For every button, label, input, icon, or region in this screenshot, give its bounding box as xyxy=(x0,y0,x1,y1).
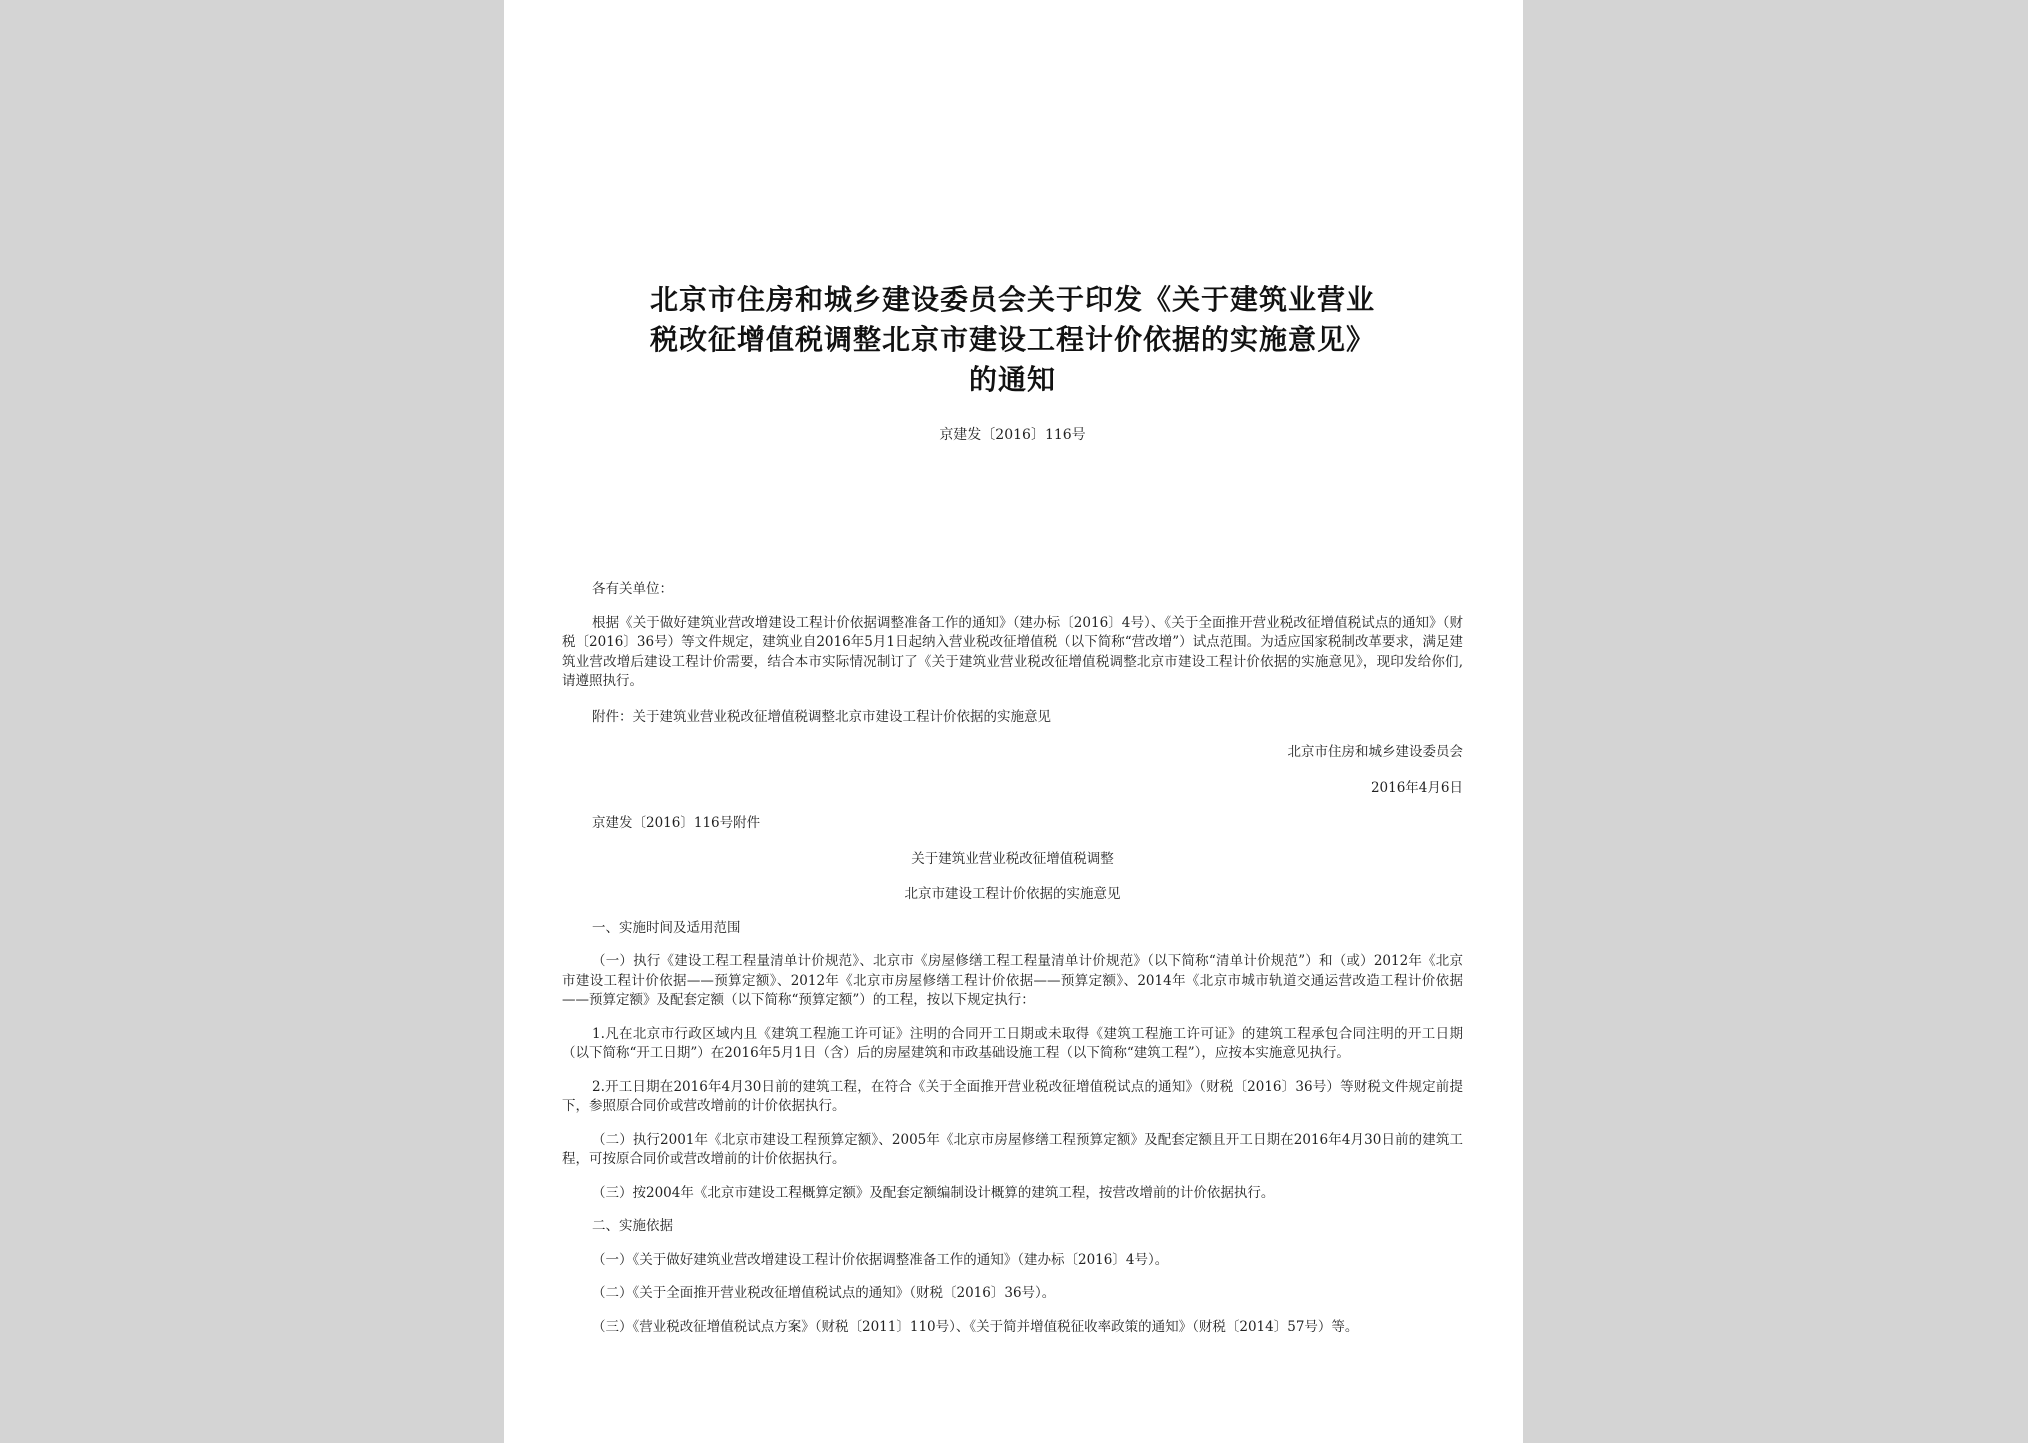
section-2-heading: 二、实施依据 xyxy=(592,1218,673,1234)
title-line-2: 税改征增值税调整北京市建设工程计价依据的实施意见》 xyxy=(649,323,1375,356)
intro-paragraph: 根据《关于做好建筑业营改增建设工程计价依据调整准备工作的通知》（建办标〔2016〕4号）、《关于全面推开营业税改征增值税试点的通知》（财税〔2016〕36号）等文件规定，建筑业自2016年5月1日起纳入营业税改征增值税（以下简称“营改增”）试点范围。为适应国家税制改革要求，满足建筑业营改增后建设工程计价需要，结合本市实际情况制订了《关于建筑业营业税改征增值税调整北京市建设工程计价依据的实施意见》，现印发给你们,请遵照执行。 xyxy=(562,614,1463,689)
document-page xyxy=(504,0,1523,1443)
section-1-paragraph-4: （二）执行2001年《北京市建设工程预算定额》、2005年《北京市房屋修缮工程预算定额》及配套定额且开工日期在2016年4月30日前的建筑工程，可按原合同价或营改增前的计价依据执行。 xyxy=(562,1131,1463,1167)
section-1-paragraph-5: （三）按2004年《北京市建设工程概算定额》及配套定额编制设计概算的建筑工程，按营改增前的计价依据执行。 xyxy=(592,1184,1275,1201)
section-1-paragraph-3: 2.开工日期在2016年4月30日前的建筑工程，在符合《关于全面推开营业税改征增值税试点的通知》（财税〔2016〕36号）等财税文件规定前提下，参照原合同价或营改增前的计价依据执行。 xyxy=(562,1078,1463,1114)
title-line-1: 北京市住房和城乡建设委员会关于印发《关于建筑业营业 xyxy=(649,283,1375,316)
annex-label: 京建发〔2016〕116号附件 xyxy=(592,815,761,831)
attachment-note: 附件：关于建筑业营业税改征增值税调整北京市建设工程计价依据的实施意见 xyxy=(592,708,1051,725)
document-title xyxy=(562,0,1463,400)
title-line-3: 的通知 xyxy=(968,363,1056,396)
section-1-paragraph-2: 1.凡在北京市行政区域内且《建筑工程施工许可证》注明的合同开工日期或未取得《建筑工程施工许可证》的建筑工程承包合同注明的开工日期（以下简称“开工日期”）在2016年5月1日（含）后的房屋建筑和市政基础设施工程（以下简称“建筑工程”），应按本实施意见执行。 xyxy=(562,1025,1463,1061)
section-1-paragraph-1: （一）执行《建设工程工程量清单计价规范》、北京市《房屋修缮工程工程量清单计价规范》（以下简称“清单计价规范”）和（或）2012年《北京市建设工程计价依据——预算定额》、2012年《北京市房屋修缮工程计价依据——预算定额》、2014年《北京市城市轨道交通运营改造工程计价依据——预算定额》及配套定额（以下简称“预算定额”）的工程，按以下规定执行： xyxy=(562,953,1463,1008)
document-body xyxy=(562,580,1463,1337)
document-number: 京建发〔2016〕116号 xyxy=(939,427,1086,443)
section-1-heading: 一、实施时间及适用范围 xyxy=(592,919,741,936)
issue-date: 2016年4月6日 xyxy=(1370,779,1463,796)
section-2-paragraph-1: （一）《关于做好建筑业营改增建设工程计价依据调整准备工作的通知》（建办标〔2016〕4号）。 xyxy=(592,1251,1169,1268)
addressee: 各有关单位： xyxy=(592,581,673,597)
annex-title-line-2: 北京市建设工程计价依据的实施意见 xyxy=(904,886,1121,902)
section-2-paragraph-2: （二）《关于全面推开营业税改征增值税试点的通知》（财税〔2016〕36号）。 xyxy=(592,1285,1056,1301)
signature: 北京市住房和城乡建设委员会 xyxy=(1287,744,1463,760)
annex-title-line-1: 关于建筑业营业税改征增值税调整 xyxy=(911,850,1114,867)
section-2-paragraph-3: （三）《营业税改征增值税试点方案》（财税〔2011〕110号）、《关于简并增值税征收率政策的通知》（财税〔2014〕57号）等。 xyxy=(592,1318,1359,1335)
